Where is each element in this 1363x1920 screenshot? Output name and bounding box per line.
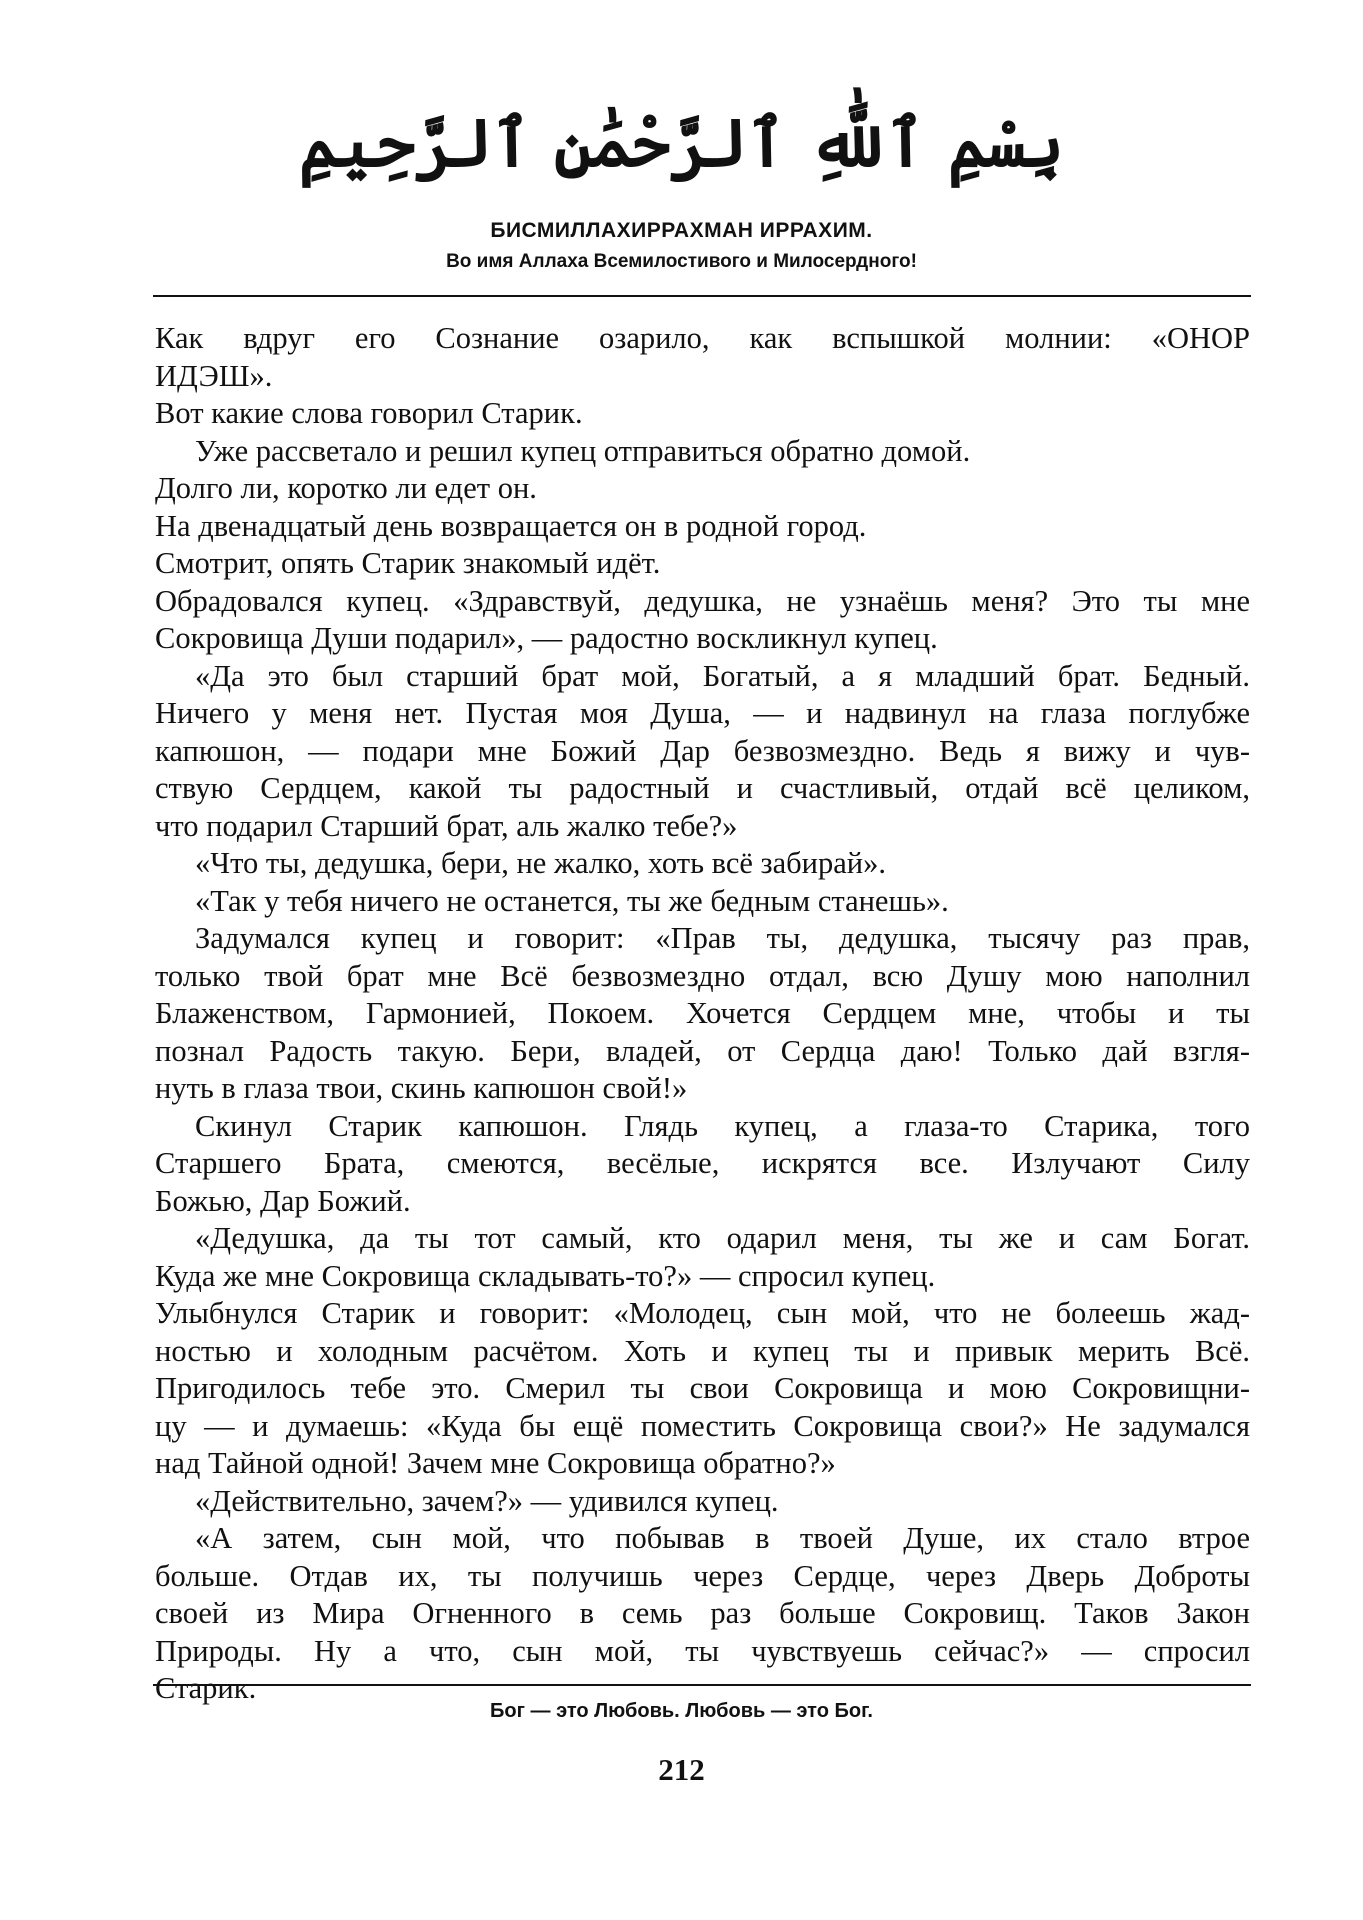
text-line: «Да это был старший брат мой, Богатый, а я младший брат. Бедный. [195,658,1250,693]
header-title: БИСМИЛЛАХИРРАХМАН ИРРАХИМ. [490,219,873,242]
text-line: над Тайной одной! Зачем мне Сокровища обратно?» [155,1446,836,1480]
body-text [155,320,1250,1708]
text-line: Природы. Ну а что, сын мой, ты чувствуешь сейчас?» — спросил [155,1633,1250,1668]
text-line: капюшон, — подари мне Божий Дар безвозмездно. Ведь я вижу и чув- [155,733,1250,768]
text-line: «А затем, сын мой, что побывав в твоей Душе, их стало втрое [195,1521,1250,1555]
text-line: «Действительно, зачем?» — удивился купец. [195,1483,779,1518]
text-line: Обрадовался купец. «Здравствуй, дедушка, не узнаёшь меня? Это ты мне [155,583,1250,618]
text-line: нуть в глаза твои, скинь капюшон свой!» [155,1071,688,1105]
text-line: Вот какие слова говорил Старик. [155,396,583,430]
basmala-calligraphy: بِسْمِ ٱللَّٰهِ ٱلرَّحْمَٰنِ ٱلرَّحِيمِ [298,104,1065,182]
text-line: «Дедушка, да ты тот самый, кто одарил меня, ты же и сам Богат. [195,1221,1250,1255]
text-line: Как вдруг его Сознание озарило, как вспышкой молнии: «ОНОР [155,321,1250,355]
text-line: «Что ты, дедушка, бери, не жалко, хоть всё забирай». [195,846,886,880]
text-line: своей из Мира Огненного в семь раз больше Сокровищ. Таков Закон [155,1596,1250,1630]
text-line: что подарил Старший брат, аль жалко тебе?» [155,808,738,843]
text-line: Задумался купец и говорит: «Прав ты, дедушка, тысячу раз прав, [195,921,1250,955]
text-line: ИДЭШ». [155,358,273,393]
text-line: Куда же мне Сокровища складывать-то?» — спросил купец. [155,1258,936,1293]
text-line: На двенадцатый день возвращается он в родной город. [155,508,867,543]
text-line: Улыбнулся Старик и говорит: «Молодец, сын мой, что не болеешь жад- [155,1296,1250,1330]
text-line: ствую Сердцем, какой ты радостный и счастливый, отдай всё целиком, [155,771,1250,805]
text-line: больше. Отдав их, ты получишь через Сердце, через Дверь Доброты [155,1558,1250,1593]
text-line: Ничего у меня нет. Пустая моя Душа, — и надвинул на глаза поглубже [155,696,1250,730]
text-line: Божью, Дар Божий. [155,1183,411,1218]
text-line: Сокровища Души подарил», — радостно воскликнул купец. [155,621,938,655]
text-line: познал Радость такую. Бери, владей, от Сердца даю! Только дай взгля- [155,1033,1250,1068]
text-line: цу — и думаешь: «Куда бы ещё поместить Сокровища свои?» Не задумался [155,1408,1250,1443]
header-subtitle: Во имя Аллаха Всемилостивого и Милосердного! [446,251,917,272]
footer-divider [153,1684,1251,1686]
page-number: 212 [658,1752,705,1787]
text-line: Старик. [155,1671,257,1705]
text-line: Пригодилось тебе это. Смерил ты свои Сокровища и мою Сокровищни- [155,1371,1250,1405]
text-line: ностью и холодным расчётом. Хоть и купец ты и привык мерить Всё. [155,1333,1250,1368]
header-divider [153,295,1251,297]
text-line: Старшего Брата, смеются, весёлые, искрятся все. Излучают Силу [155,1146,1250,1180]
text-line: Смотрит, опять Старик знакомый идёт. [155,546,661,580]
text-line: Блаженством, Гармонией, Покоем. Хочется Сердцем мне, чтобы и ты [155,996,1250,1030]
text-line: Долго ли, коротко ли едет он. [155,471,537,505]
footer-motto: Бог — это Любовь. Любовь — это Бог. [490,1700,873,1722]
text-line: «Так у тебя ничего не останется, ты же бедным станешь». [195,883,949,918]
text-line: только твой брат мне Всё безвозмездно отдал, всю Душу мою наполнил [155,958,1250,993]
text-line: Скинул Старик капюшон. Глядь купец, а глаза-то Старика, того [195,1108,1250,1143]
text-line: Уже рассветало и решил купец отправиться обратно домой. [195,433,971,468]
